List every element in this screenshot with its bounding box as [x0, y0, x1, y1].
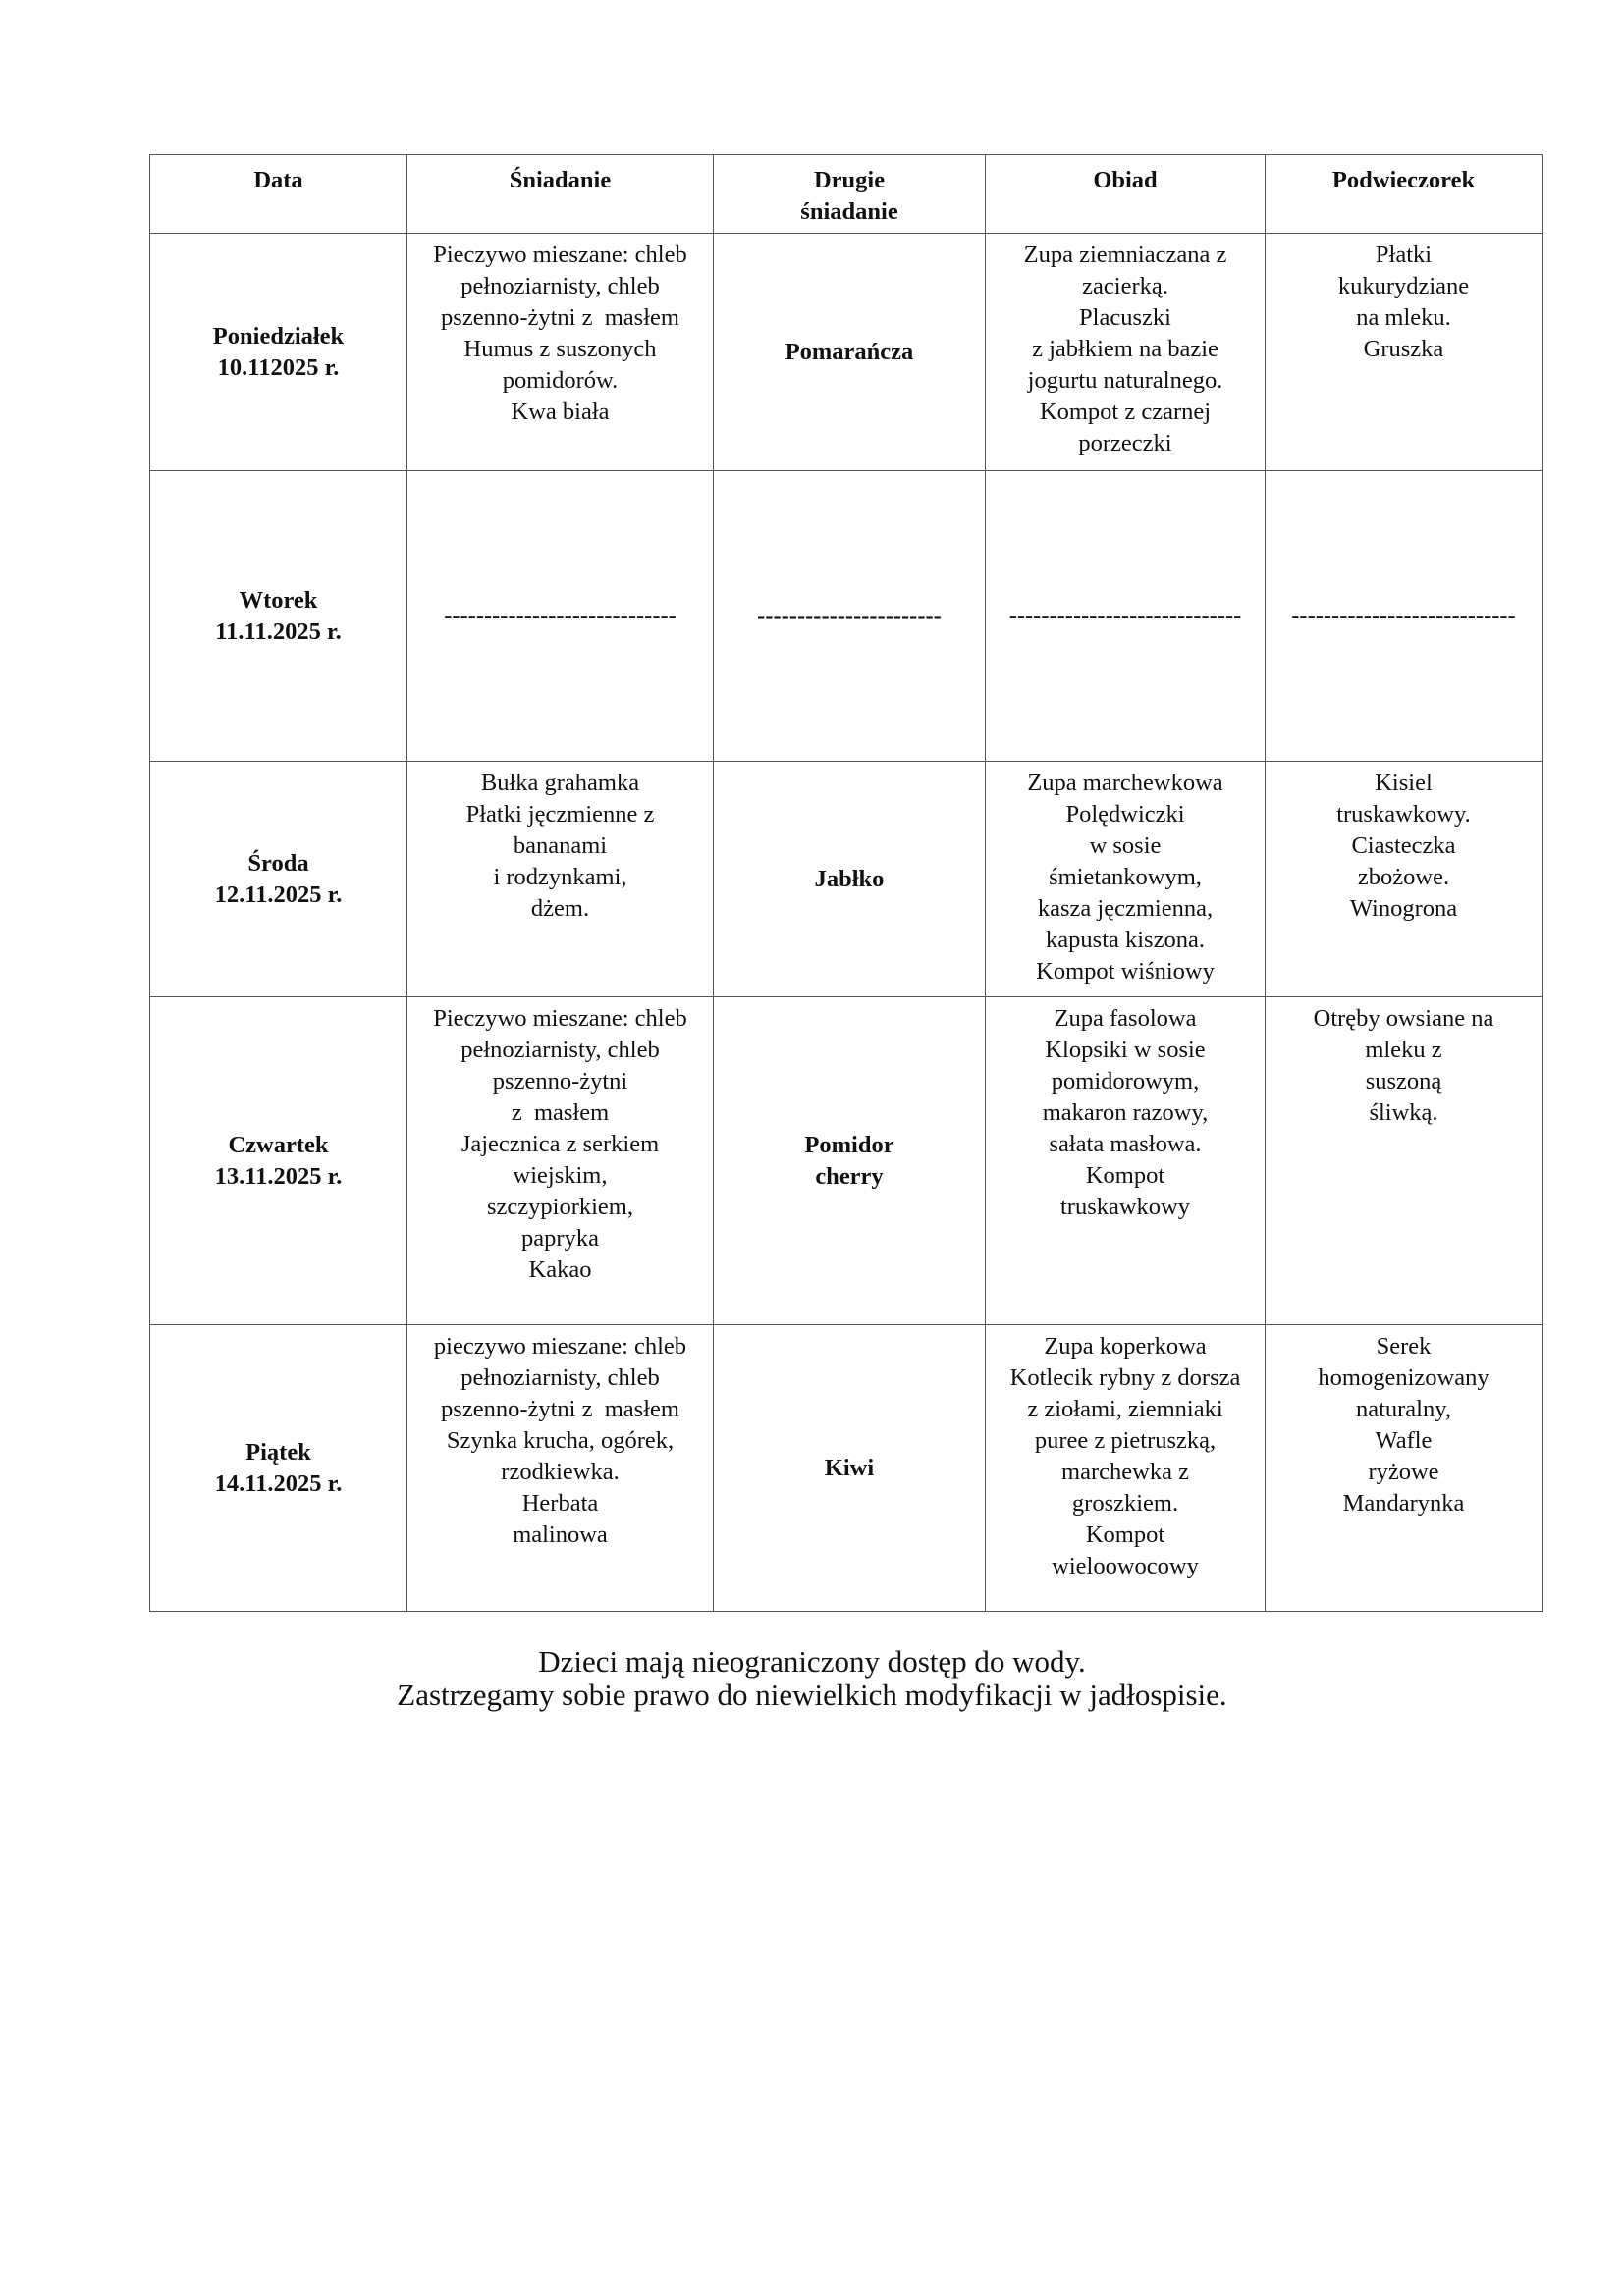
table-row-thursday — [150, 997, 1543, 1325]
day-name: Poniedziałek — [212, 322, 345, 349]
lunch-cell-thursday: Zupa fasolowa Klopsiki w sosie pomidorowym, makaron razowy, sałata masłowa. Kompot truskawkowy — [986, 997, 1266, 1325]
header-second-breakfast: Drugie śniadanie — [714, 155, 986, 234]
second-breakfast-cell-thursday: Pomidor cherry — [714, 997, 986, 1325]
second-breakfast-cell-tuesday: ----------------------- — [714, 471, 986, 762]
header-breakfast: Śniadanie — [407, 155, 714, 234]
table-row-monday — [150, 234, 1543, 471]
table-row-friday — [150, 1325, 1543, 1612]
table-row-tuesday — [150, 471, 1543, 762]
footer-line-modifications: Zastrzegamy sobie prawo do niewielkich modyfikacji w jadłospisie. — [397, 1678, 1227, 1712]
header-lunch: Obiad — [986, 155, 1266, 234]
second-breakfast-cell-friday: Kiwi — [714, 1325, 986, 1612]
day-cell-friday — [150, 1325, 407, 1612]
day-date: 12.11.2025 r. — [214, 881, 343, 908]
lunch-cell-wednesday: Zupa marchewkowa Polędwiczki w sosie śmietankowym, kasza jęczmienna, kapusta kiszona. Kompot wiśniowy — [986, 762, 1266, 997]
day-date: 13.11.2025 r. — [214, 1162, 343, 1190]
lunch-cell-monday: Zupa ziemniaczana z zacierką. Placuszki z jabłkiem na bazie jogurtu naturalnego. Kompot z czarnej porzeczki — [986, 234, 1266, 471]
footer-note — [0, 1645, 1624, 1712]
snack-cell-wednesday: Kisiel truskawkowy. Ciasteczka zbożowe. Winogrona — [1266, 762, 1543, 997]
breakfast-cell-tuesday: ----------------------------- — [407, 471, 714, 762]
snack-cell-thursday: Otręby owsiane na mleku z suszoną śliwką. — [1266, 997, 1543, 1325]
day-name: Wtorek — [239, 586, 318, 614]
day-cell-thursday — [150, 997, 407, 1325]
second-breakfast-cell-wednesday: Jabłko — [714, 762, 986, 997]
snack-cell-friday: Serek homogenizowany naturalny, Wafle ryżowe Mandarynka — [1266, 1325, 1543, 1612]
lunch-cell-tuesday: ----------------------------- — [986, 471, 1266, 762]
table-row-wednesday — [150, 762, 1543, 997]
breakfast-cell-thursday: Pieczywo mieszane: chleb pełnoziarnisty, chleb pszenno-żytni z masłem Jajecznica z serkiem wiejskim, szczypiorkiem, papryka Kakao — [407, 997, 714, 1325]
breakfast-cell-friday: pieczywo mieszane: chleb pełnoziarnisty, chleb pszenno-żytni z masłem Szynka krucha, ogórek, rzodkiewka. Herbata malinowa — [407, 1325, 714, 1612]
weekly-menu-table — [149, 154, 1543, 1612]
table-header-row — [150, 155, 1543, 234]
day-date: 10.112025 r. — [217, 353, 340, 381]
day-cell-monday — [150, 234, 407, 471]
snack-cell-tuesday: ---------------------------- — [1266, 471, 1543, 762]
second-breakfast-cell-monday: Pomarańcza — [714, 234, 986, 471]
day-name: Czwartek — [228, 1131, 329, 1158]
day-date: 14.11.2025 r. — [214, 1469, 343, 1497]
breakfast-cell-wednesday: Bułka grahamka Płatki jęczmienne z bananami i rodzynkami, dżem. — [407, 762, 714, 997]
footer-line-water: Dzieci mają nieograniczony dostęp do wody. — [538, 1644, 1086, 1679]
lunch-cell-friday: Zupa koperkowa Kotlecik rybny z dorsza z ziołami, ziemniaki puree z pietruszką, marchewka z groszkiem. Kompot wieloowocowy — [986, 1325, 1266, 1612]
snack-cell-monday: Płatki kukurydziane na mleku. Gruszka — [1266, 234, 1543, 471]
day-name: Piątek — [245, 1438, 311, 1466]
header-date: Data — [150, 155, 407, 234]
breakfast-cell-monday: Pieczywo mieszane: chleb pełnoziarnisty, chleb pszenno-żytni z masłem Humus z suszonych pomidorów. Kwa biała — [407, 234, 714, 471]
day-date: 11.11.2025 r. — [215, 617, 342, 645]
day-name: Środa — [247, 849, 309, 877]
day-cell-tuesday — [150, 471, 407, 762]
header-snack: Podwieczorek — [1266, 155, 1543, 234]
day-cell-wednesday — [150, 762, 407, 997]
